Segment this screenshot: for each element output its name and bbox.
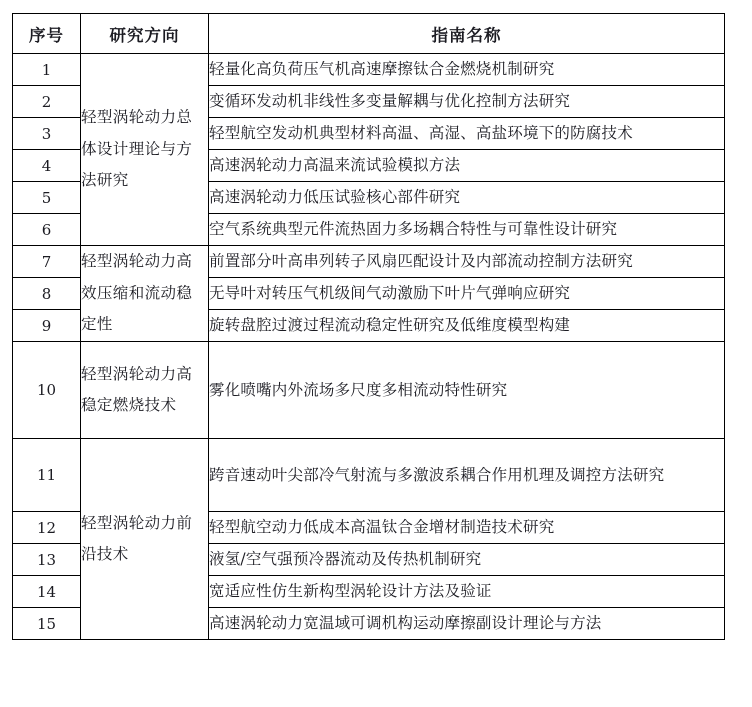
direction-text: 轻型涡轮动力总体设计理论与方法研究	[81, 108, 193, 190]
cell-guide-name: 空气系统典型元件流热固力多场耦合特性与可靠性设计研究	[209, 214, 725, 246]
cell-guide-name: 轻型航空发动机典型材料高温、高湿、高盐环境下的防腐技术	[209, 118, 725, 150]
table-body	[13, 54, 725, 640]
table-header-row	[13, 14, 725, 54]
cell-direction-group-4	[81, 439, 209, 640]
cell-seq: 3	[13, 118, 81, 150]
cell-seq: 14	[13, 576, 81, 608]
cell-guide-name: 宽适应性仿生新构型涡轮设计方法及验证	[209, 576, 725, 608]
cell-guide-name: 轻型航空动力低成本高温钛合金增材制造技术研究	[209, 512, 725, 544]
cell-seq: 4	[13, 150, 81, 182]
guide-table	[12, 13, 725, 640]
direction-text: 轻型涡轮动力前沿技术	[81, 513, 193, 563]
cell-seq: 9	[13, 310, 81, 342]
cell-seq: 12	[13, 512, 81, 544]
cell-seq: 13	[13, 544, 81, 576]
cell-direction-group-1	[81, 54, 209, 246]
cell-guide-name: 雾化喷嘴内外流场多尺度多相流动特性研究	[209, 342, 725, 439]
cell-guide-name: 高速涡轮动力宽温域可调机构运动摩擦副设计理论与方法	[209, 608, 725, 640]
table-head	[13, 14, 725, 54]
cell-seq: 7	[13, 246, 81, 278]
cell-guide-name: 轻量化高负荷压气机高速摩擦钛合金燃烧机制研究	[209, 54, 725, 86]
direction-text: 轻型涡轮动力高效压缩和流动稳定性	[81, 252, 193, 334]
cell-seq: 8	[13, 278, 81, 310]
cell-seq: 10	[13, 342, 81, 439]
table-row	[13, 54, 725, 86]
cell-guide-name: 旋转盘腔过渡过程流动稳定性研究及低维度模型构建	[209, 310, 725, 342]
cell-seq: 1	[13, 54, 81, 86]
cell-direction-group-2	[81, 246, 209, 342]
cell-guide-name: 液氢/空气强预冷器流动及传热机制研究	[209, 544, 725, 576]
table-row	[13, 246, 725, 278]
cell-seq: 5	[13, 182, 81, 214]
cell-seq: 15	[13, 608, 81, 640]
cell-seq: 2	[13, 86, 81, 118]
cell-guide-name: 跨音速动叶尖部冷气射流与多激波系耦合作用机理及调控方法研究	[209, 439, 725, 512]
cell-guide-name: 高速涡轮动力高温来流试验模拟方法	[209, 150, 725, 182]
cell-direction-group-3	[81, 342, 209, 439]
cell-seq: 11	[13, 439, 81, 512]
table-row	[13, 342, 725, 439]
cell-guide-name: 前置部分叶高串列转子风扇匹配设计及内部流动控制方法研究	[209, 246, 725, 278]
column-header-seq: 序号	[13, 14, 81, 54]
direction-text: 轻型涡轮动力高稳定燃烧技术	[81, 364, 193, 414]
column-header-direction: 研究方向	[81, 14, 209, 54]
cell-guide-name: 变循环发动机非线性多变量解耦与优化控制方法研究	[209, 86, 725, 118]
column-header-guide-name: 指南名称	[209, 14, 725, 54]
cell-seq: 6	[13, 214, 81, 246]
cell-guide-name: 无导叶对转压气机级间气动激励下叶片气弹响应研究	[209, 278, 725, 310]
cell-guide-name: 高速涡轮动力低压试验核心部件研究	[209, 182, 725, 214]
table-row	[13, 439, 725, 512]
